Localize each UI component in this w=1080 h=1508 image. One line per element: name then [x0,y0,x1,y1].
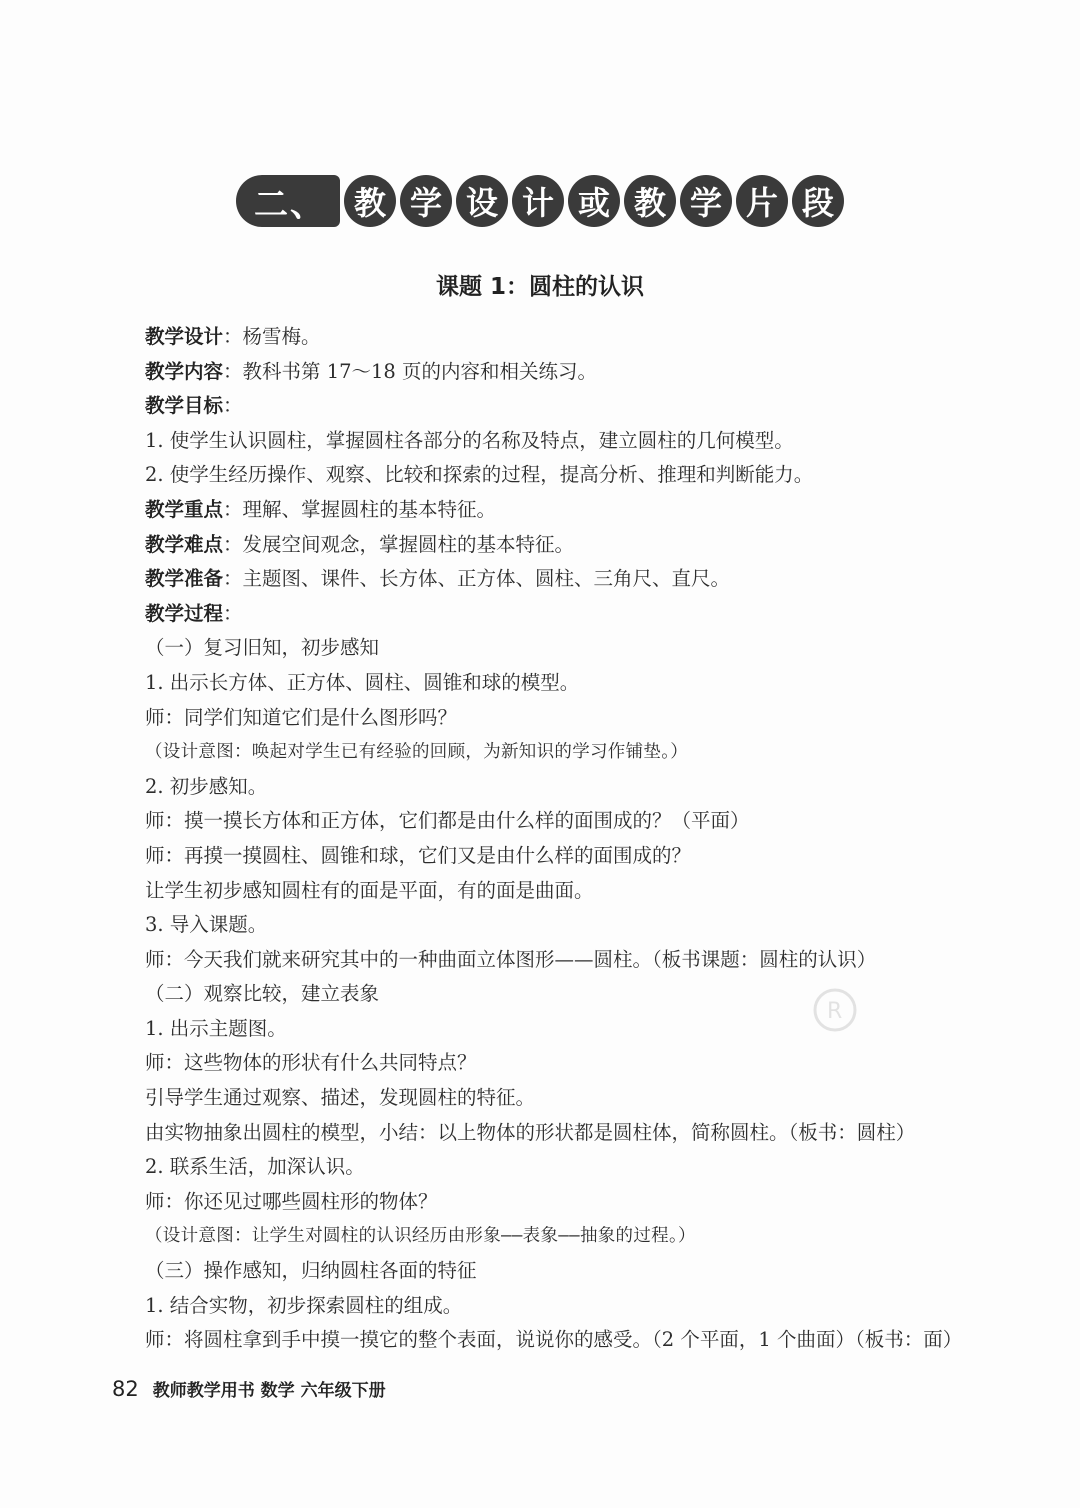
text-line [145,874,975,909]
lesson-body [145,320,975,1358]
section-banner [0,175,1080,227]
line-text: ： [223,601,243,625]
book-title: 教师教学用书 数学 六年级下册 [152,1381,386,1401]
text-line [145,1046,975,1081]
line-text: （一）复习旧知，初步感知 [145,636,380,660]
field-label: 教学目标 [145,394,224,418]
page-number: 82 [112,1377,139,1401]
banner-char: 计 [512,175,564,227]
line-text: ：发展空间观念，掌握圆柱的基本特征。 [223,532,575,556]
banner-char: 教 [624,175,676,227]
line-text: ：主题图、课件、长方体、正方体、圆柱、三角尺、直尺。 [223,567,731,591]
design-intent-line [145,735,975,770]
line-text: ： [223,394,243,418]
text-line [145,1081,975,1116]
line-text: 师：再摸一摸圆柱、圆锥和球，它们又是由什么样的面围成的？ [145,843,692,867]
field-label: 教学重点 [145,497,224,521]
line-text: 2. 使学生经历操作、观察、比较和探索的过程，提高分析、推理和判断能力。 [145,463,814,487]
text-line [145,631,975,666]
field-label: 教学内容 [145,359,224,383]
banner-char: 学 [680,175,732,227]
svg-text:R: R [827,999,843,1024]
page-footer [112,1376,386,1401]
text-line [145,839,975,874]
line-text: 师：今天我们就来研究其中的一种曲面立体图形——圆柱。（板书课题：圆柱的认识） [145,947,877,971]
text-line [145,804,975,839]
text-line [145,320,975,355]
line-text: 2. 初步感知。 [145,774,268,798]
banner-prefix: 二、 [236,175,340,227]
text-line [145,424,975,459]
line-text: ：理解、掌握圆柱的基本特征。 [223,497,497,521]
text-line [145,1185,975,1220]
text-line [145,528,975,563]
text-line [145,977,975,1012]
text-line [145,1254,975,1289]
text-line [145,1150,975,1185]
line-text: ：教科书第 17～18 页的内容和相关练习。 [223,359,598,383]
field-label: 教学过程 [145,601,224,625]
line-text: 引导学生通过观察、描述，发现圆柱的特征。 [145,1086,536,1110]
line-text: 师：同学们知道它们是什么图形吗？ [145,705,458,729]
line-text: 3. 导入课题。 [145,913,268,937]
text-line [145,701,975,736]
text-line [145,389,975,424]
text-line [145,908,975,943]
line-text: （设计意图：唤起对学生已有经验的回顾，为新知识的学习作铺垫。） [145,742,689,763]
field-label: 教学设计 [145,325,224,348]
text-line [145,943,975,978]
line-text: （二）观察比较，建立表象 [145,982,380,1006]
text-line [145,562,975,597]
text-line [145,458,975,493]
text-line [145,1289,975,1324]
text-line [145,1116,975,1151]
line-text: 1. 使学生认识圆柱，掌握圆柱各部分的名称及特点，建立圆柱的几何模型。 [145,428,794,452]
line-text: 1. 出示长方体、正方体、圆柱、圆锥和球的模型。 [145,670,580,694]
line-text: ：杨雪梅。 [223,325,321,348]
banner-char: 片 [736,175,788,227]
line-text: （三）操作感知，归纳圆柱各面的特征 [145,1259,477,1283]
field-label: 教学准备 [145,567,224,591]
banner-char: 教 [344,175,396,227]
text-line [145,493,975,528]
line-text: 师：将圆柱拿到手中摸一摸它的整个表面，说说你的感受。（2 个平面，1 个曲面）（板书：面） [145,1328,963,1352]
text-line [145,770,975,805]
field-label: 教学难点 [145,532,224,556]
line-text: 1. 出示主题图。 [145,1016,287,1040]
line-text: 由实物抽象出圆柱的模型，小结：以上物体的形状都是圆柱体，简称圆柱。（板书：圆柱） [145,1120,916,1144]
line-text: 1. 结合实物，初步探索圆柱的组成。 [145,1293,463,1317]
line-text: 师：这些物体的形状有什么共同特点？ [145,1051,477,1075]
design-intent-line [145,1219,975,1254]
banner-char: 或 [568,175,620,227]
line-text: 2. 联系生活，加深认识。 [145,1155,365,1179]
line-text: 师：你还见过哪些圆柱形的物体？ [145,1189,438,1213]
banner-char: 学 [400,175,452,227]
text-line [145,666,975,701]
lesson-title: 课题 1：圆柱的认识 [435,274,644,300]
text-line [145,355,975,390]
banner-char: 段 [792,175,844,227]
line-text: （设计意图：让学生对圆柱的认识经历由形象——表象——抽象的过程。） [145,1226,696,1247]
text-line [145,1323,975,1358]
text-line [145,1012,975,1047]
line-text: 师：摸一摸长方体和正方体，它们都是由什么样的面围成的？（平面） [145,809,750,833]
line-text: 让学生初步感知圆柱有的面是平面，有的面是曲面。 [145,878,594,902]
text-line [145,597,975,632]
banner-char: 设 [456,175,508,227]
